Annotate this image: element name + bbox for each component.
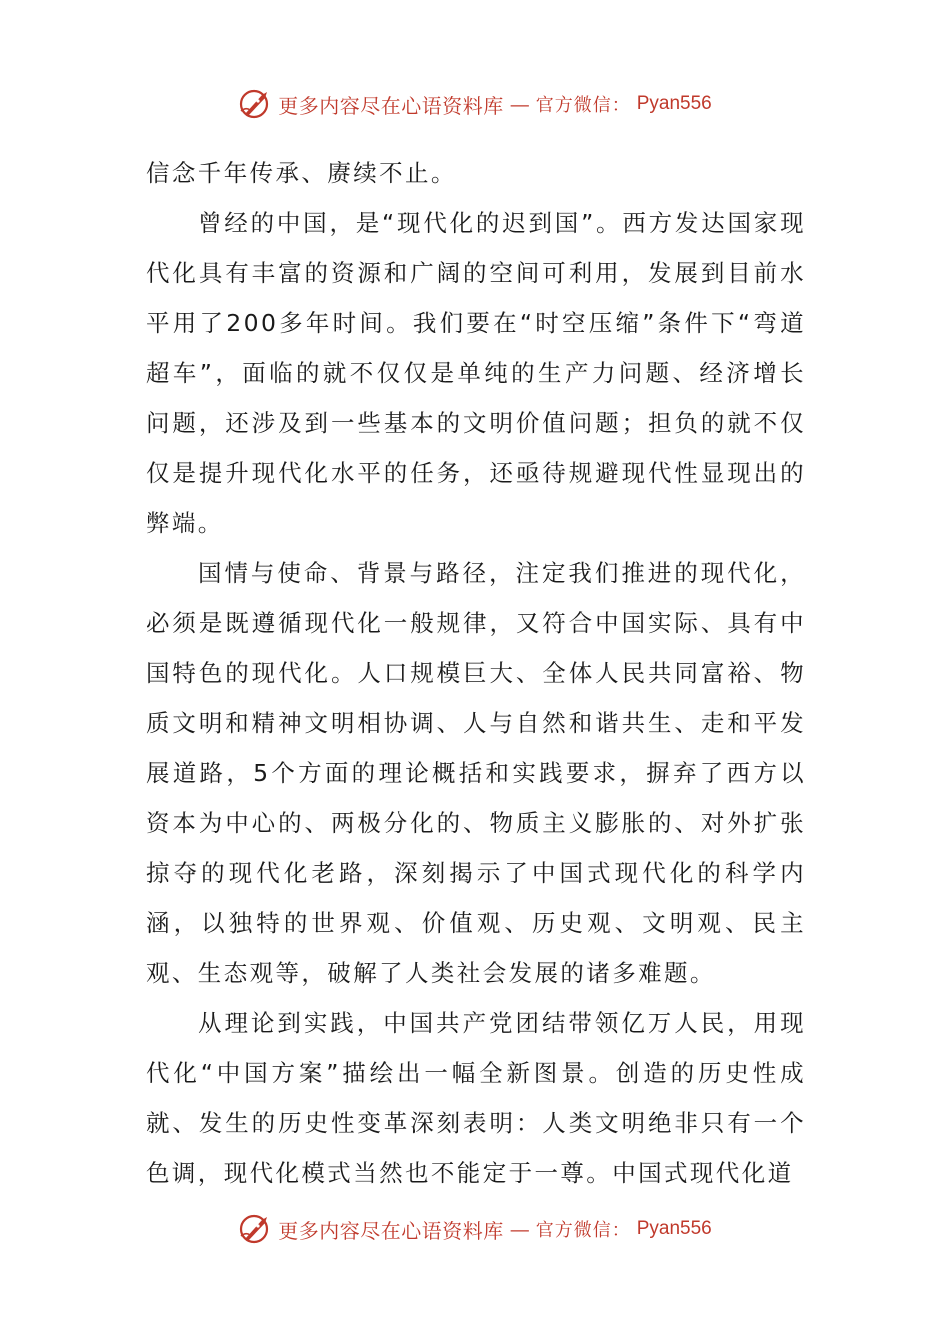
paragraph-1: 信念千年传承、赓续不止。 <box>146 159 457 187</box>
paragraph-4: 从理论到实践，中国共产党团结带领亿万人民，用现代化“中国方案”描绘出一幅全新图景。创造的历史性成就、发生的历史性变革深刻表明：人类文明绝非只有一个色调，现代化模式当然也不能定于一尊。中国式现代化道 <box>146 1009 806 1187</box>
paragraph-2: 曾经的中国，是“现代化的迟到国”。西方发达国家现代化具有丰富的资源和广阔的空间可利用，发展到目前水平用了200多年时间。我们要在“时空压缩”条件下“弯道超车”，面临的就不仅仅是单纯的生产力问题、经济增长问题，还涉及到一些基本的文明价值问题；担负的就不仅仅是提升现代化水平的任务，还亟待规避现代性显现出的弊端。 <box>146 209 806 537</box>
header-banner <box>0 84 950 124</box>
document-body <box>146 148 806 1198</box>
banner-title: 更多内容尽在心语资料库 <box>278 93 504 118</box>
banner-dash: — <box>509 92 530 116</box>
banner-wechat-id: Pyan556 <box>636 93 712 114</box>
footer-banner <box>0 1209 950 1249</box>
banner-title: 更多内容尽在心语资料库 <box>278 1218 504 1243</box>
paragraph-3: 国情与使命、背景与路径，注定我们推进的现代化，必须是既遵循现代化一般规律，又符合中国实际、具有中国特色的现代化。人口规模巨大、全体人民共同富裕、物质文明和精神文明相协调、人与自然和谐共生、走和平发展道路，5个方面的理论概括和实践要求，摒弃了西方以资本为中心的、两极分化的、物质主义膨胀的、对外扩张掠夺的现代化老路，深刻揭示了中国式现代化的科学内涵，以独特的世界观、价值观、历史观、文明观、民主观、生态观等，破解了人类社会发展的诸多难题。 <box>146 559 806 987</box>
banner-wechat-id: Pyan556 <box>636 1218 712 1239</box>
banner-dash: — <box>509 1217 530 1241</box>
banner-wechat-label: 官方微信： <box>535 1220 631 1241</box>
pen-nib-logo-icon <box>238 87 272 121</box>
banner-wechat-label: 官方微信： <box>535 95 631 116</box>
pen-nib-logo-icon <box>238 1212 272 1246</box>
